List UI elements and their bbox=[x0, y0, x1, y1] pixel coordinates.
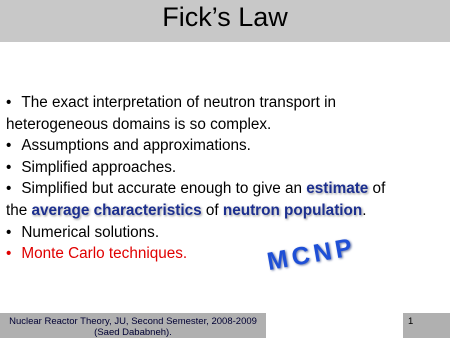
bullet-icon: • bbox=[6, 94, 12, 111]
bullet-item bbox=[6, 222, 446, 244]
bullet-text: the bbox=[6, 201, 32, 219]
bullet-text: Simplified approaches. bbox=[21, 158, 177, 176]
bullet-item bbox=[6, 157, 446, 179]
bullet-continuation bbox=[6, 200, 446, 222]
bullet-text: The exact interpretation of neutron transport in bbox=[21, 94, 336, 111]
bullet-text: Assumptions and approximations. bbox=[21, 137, 251, 155]
bullet-icon: • bbox=[6, 137, 12, 155]
bullet-icon: • bbox=[6, 223, 12, 241]
bullet-icon: • bbox=[6, 158, 12, 176]
bullet-item bbox=[6, 135, 446, 157]
bullet-item bbox=[6, 243, 446, 265]
estimate-emphasis: estimate bbox=[306, 180, 369, 198]
bullet-item bbox=[6, 92, 446, 114]
bullet-continuation bbox=[6, 114, 446, 136]
bullet-text-highlight: Monte Carlo techniques. bbox=[21, 245, 188, 263]
bullet-text: of bbox=[201, 201, 223, 219]
neutron-population-emphasis: neutron population bbox=[222, 201, 363, 219]
bullet-text: . bbox=[362, 201, 367, 219]
average-characteristics-emphasis: average characteristics bbox=[31, 201, 202, 219]
bullet-text: of bbox=[368, 180, 386, 198]
bullet-text: Numerical solutions. bbox=[21, 223, 160, 241]
bullet-text: heterogeneous domains is so complex. bbox=[6, 115, 272, 133]
bullet-icon: • bbox=[6, 245, 12, 263]
footer-text: Nuclear Reactor Theory, JU, Second Semester, 2008-2009 (Saed Dababneh). bbox=[0, 313, 266, 338]
slide-title: Fick’s Law bbox=[162, 2, 288, 32]
bullet-item bbox=[6, 178, 446, 200]
bullet-list bbox=[6, 92, 446, 265]
bullet-text: Simplified but accurate enough to give an bbox=[21, 180, 307, 198]
mcnp-logo-text: MCNP bbox=[264, 232, 359, 277]
page-number: 1 bbox=[408, 316, 414, 327]
bullet-icon: • bbox=[6, 180, 12, 198]
